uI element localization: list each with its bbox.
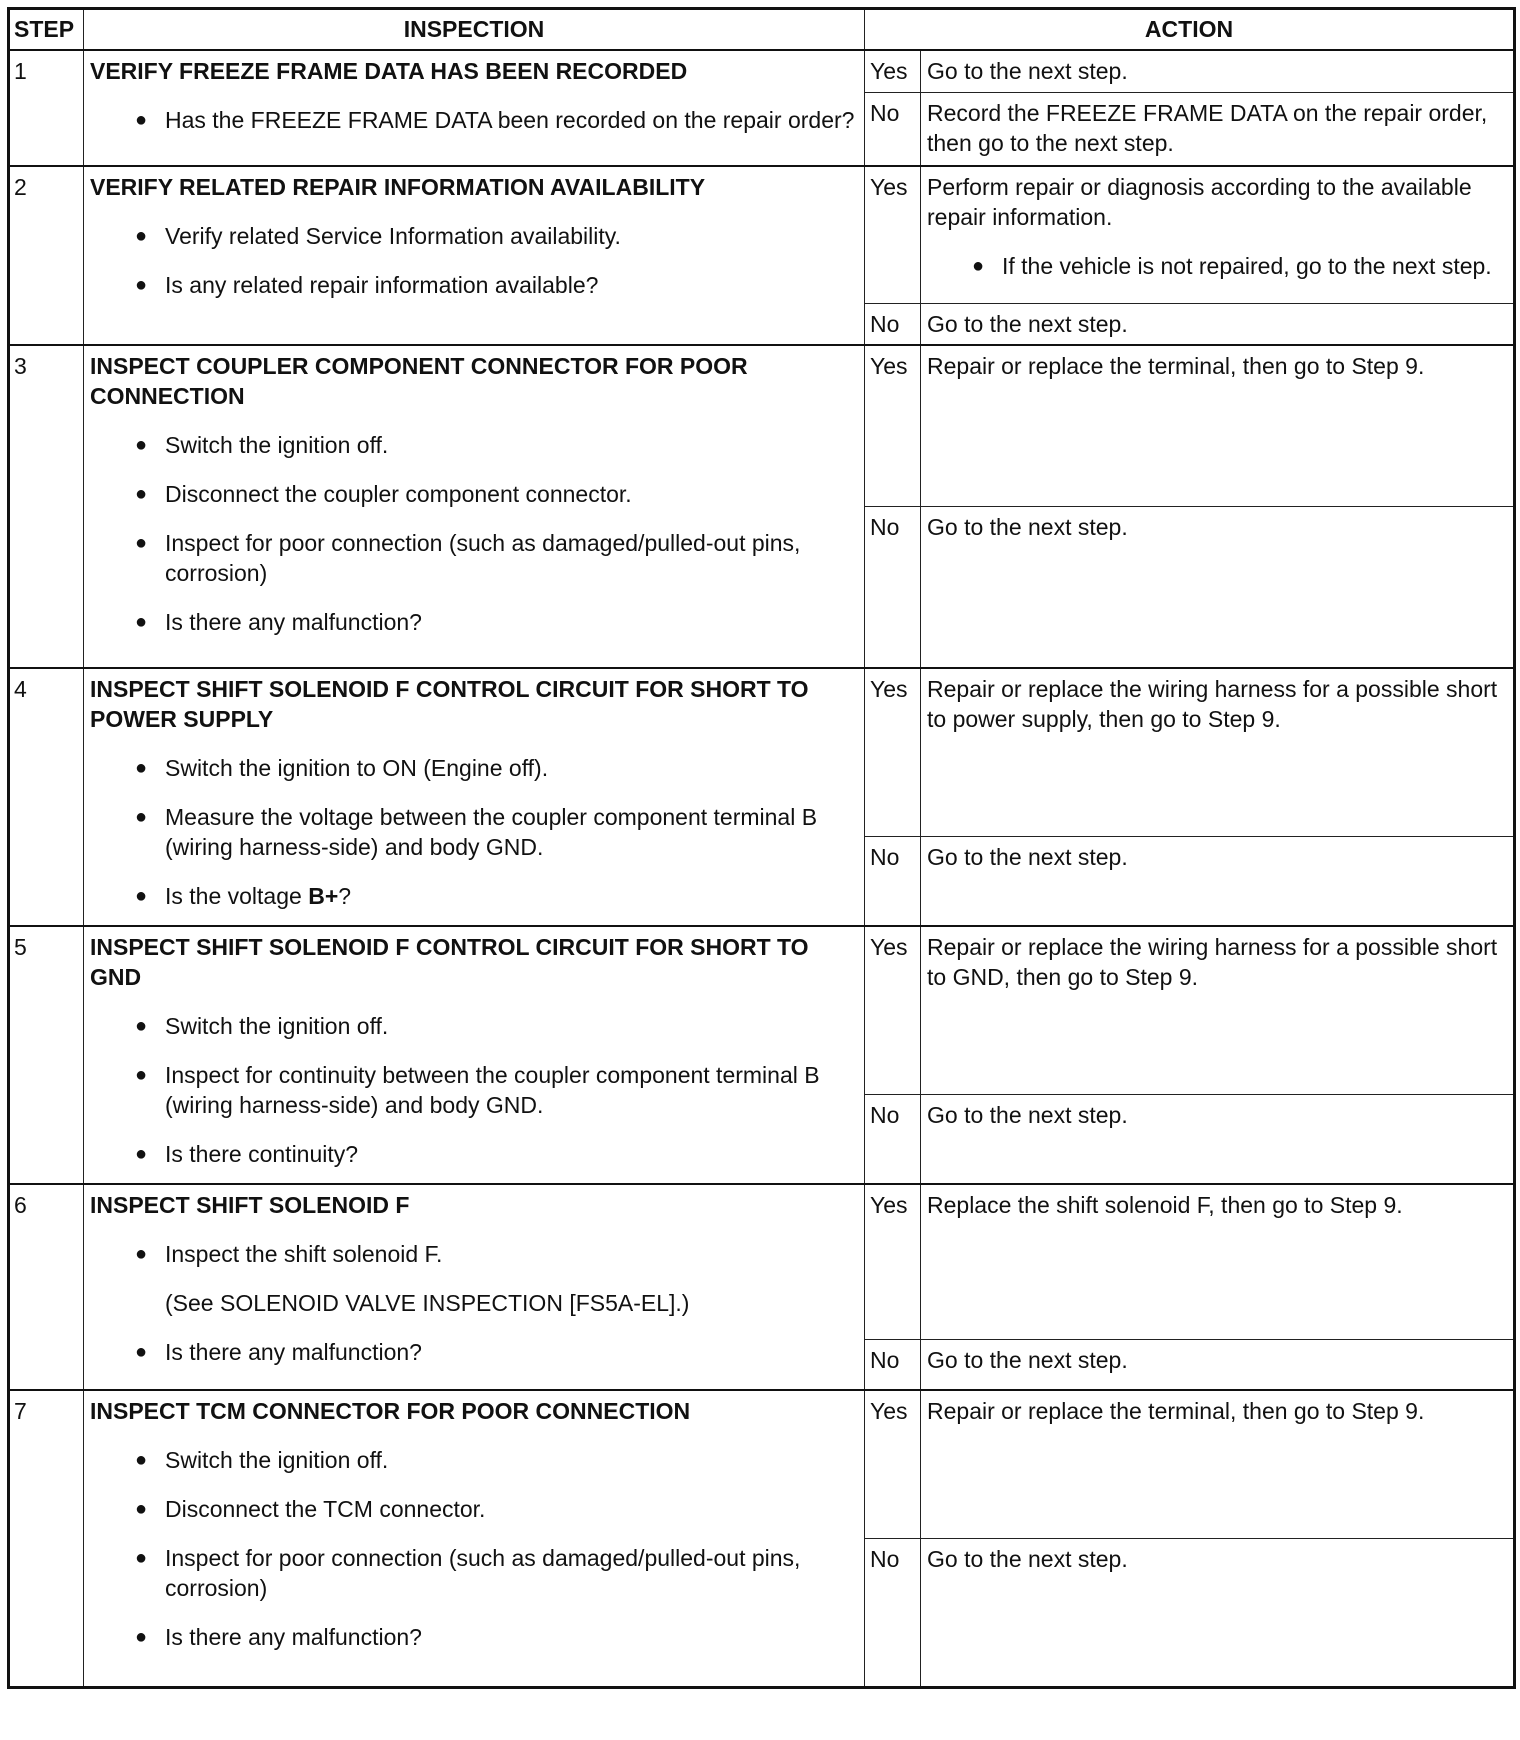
inspection-bullet: ● Is there any malfunction?	[135, 609, 422, 635]
no-label: No	[865, 1340, 921, 1391]
yes-action: Repair or replace the terminal, then go to Step 9.	[921, 345, 1515, 507]
yes-action: Repair or replace the wiring harness for a possible short to power supply, then go to Step 9.	[921, 668, 1515, 837]
bullet-icon: ●	[972, 255, 985, 277]
inspection-cell	[84, 345, 865, 668]
diagnostic-procedure-page	[7, 7, 1516, 1689]
inspection-bullet: ● Switch the ignition to ON (Engine off).	[135, 755, 549, 781]
step-number: 2	[9, 166, 84, 345]
bullet-icon: ●	[135, 1015, 148, 1037]
no-action: Go to the next step.	[921, 1539, 1515, 1688]
inspection-bullet: ● Disconnect the TCM connector.	[135, 1496, 486, 1522]
inspection-bullet: ● Is there any malfunction?	[135, 1624, 422, 1650]
inspection-cell	[84, 166, 865, 345]
table-row	[9, 345, 1515, 507]
no-action: Go to the next step.	[921, 304, 1515, 346]
no-action: Go to the next step.	[921, 837, 1515, 927]
inspection-bullet: ● Has the FREEZE FRAME DATA been recorded on the repair order?	[135, 107, 855, 133]
inspection-title: VERIFY FREEZE FRAME DATA HAS BEEN RECORDED	[90, 58, 688, 84]
step-number: 6	[9, 1184, 84, 1390]
inspection-bullet: ● Inspect the shift solenoid F.	[135, 1241, 443, 1267]
table-row	[9, 1184, 1515, 1340]
yes-label: Yes	[865, 1390, 921, 1539]
inspection-bullet: ● Measure the voltage between the coupler component terminal B (wiring harness-side) and body GND.	[135, 804, 818, 860]
yes-label: Yes	[865, 668, 921, 837]
bullet-icon: ●	[135, 109, 148, 131]
bullet-icon: ●	[135, 532, 148, 554]
bullet-icon: ●	[135, 806, 148, 828]
yes-action: Repair or replace the wiring harness for a possible short to GND, then go to Step 9.	[921, 926, 1515, 1095]
inspection-reference-note: (See SOLENOID VALVE INSPECTION [FS5A-EL].)	[165, 1290, 690, 1316]
inspection-cell	[84, 926, 865, 1184]
yes-label: Yes	[865, 50, 921, 93]
no-label: No	[865, 93, 921, 167]
table-row	[9, 166, 1515, 304]
header-step: STEP	[9, 9, 84, 51]
inspection-bullet: ● Switch the ignition off.	[135, 432, 389, 458]
yes-label: Yes	[865, 166, 921, 304]
no-action: Record the FREEZE FRAME DATA on the repair order, then go to the next step.	[921, 93, 1515, 167]
inspection-bullet: ● Disconnect the coupler component connector.	[135, 481, 632, 507]
bullet-icon: ●	[135, 1626, 148, 1648]
inspection-bullet: ● Is any related repair information available?	[135, 272, 599, 298]
bullet-icon: ●	[135, 1143, 148, 1165]
header-inspection: INSPECTION	[84, 9, 865, 51]
no-label: No	[865, 304, 921, 346]
no-action: Go to the next step.	[921, 1340, 1515, 1391]
inspection-title: INSPECT SHIFT SOLENOID F CONTROL CIRCUIT FOR SHORT TO POWER SUPPLY	[90, 676, 809, 732]
inspection-bullet: ● Inspect for continuity between the coupler component terminal B (wiring harness-side) and body GND.	[135, 1062, 820, 1118]
bullet-icon: ●	[135, 274, 148, 296]
inspection-cell	[84, 1390, 865, 1688]
inspection-bullet: ● Inspect for poor connection (such as damaged/pulled-out pins, corrosion)	[135, 530, 801, 586]
step-number: 4	[9, 668, 84, 926]
inspection-title: INSPECT COUPLER COMPONENT CONNECTOR FOR POOR CONNECTION	[90, 353, 748, 409]
step-number: 1	[9, 50, 84, 166]
yes-label: Yes	[865, 1184, 921, 1340]
inspection-bullet: ● Switch the ignition off.	[135, 1013, 389, 1039]
step-number: 3	[9, 345, 84, 668]
inspection-bullet: ● Is there any malfunction?	[135, 1339, 422, 1365]
yes-action: Perform repair or diagnosis according to the available repair information. ● If the vehicle is not repaired, go to the next step.	[921, 166, 1515, 304]
bullet-icon: ●	[135, 483, 148, 505]
no-action: Go to the next step.	[921, 507, 1515, 669]
inspection-cell	[84, 1184, 865, 1390]
bullet-icon: ●	[135, 1243, 148, 1265]
step-number: 7	[9, 1390, 84, 1688]
bullet-icon: ●	[135, 885, 148, 907]
inspection-title: INSPECT TCM CONNECTOR FOR POOR CONNECTION	[90, 1398, 691, 1424]
step-number: 5	[9, 926, 84, 1184]
diagnostic-table	[7, 7, 1516, 1689]
header-action: ACTION	[865, 9, 1515, 51]
bullet-icon: ●	[135, 1498, 148, 1520]
inspection-bullet: ● Verify related Service Information availability.	[135, 223, 621, 249]
table-header-row	[9, 9, 1515, 51]
yes-action: Replace the shift solenoid F, then go to Step 9.	[921, 1184, 1515, 1340]
bullet-icon: ●	[135, 434, 148, 456]
inspection-title: VERIFY RELATED REPAIR INFORMATION AVAILABILITY	[90, 174, 706, 200]
inspection-bullet: ● Is the voltage B+?	[135, 883, 352, 909]
inspection-cell	[84, 50, 865, 166]
bullet-icon: ●	[135, 611, 148, 633]
inspection-cell	[84, 668, 865, 926]
no-label: No	[865, 507, 921, 669]
table-row	[9, 668, 1515, 837]
no-label: No	[865, 1095, 921, 1185]
table-row	[9, 926, 1515, 1095]
bullet-icon: ●	[135, 1064, 148, 1086]
inspection-title: INSPECT SHIFT SOLENOID F	[90, 1192, 410, 1218]
yes-label: Yes	[865, 926, 921, 1095]
bullet-icon: ●	[135, 757, 148, 779]
yes-label: Yes	[865, 345, 921, 507]
inspection-bullet: ● Inspect for poor connection (such as damaged/pulled-out pins, corrosion)	[135, 1545, 801, 1601]
table-row	[9, 50, 1515, 93]
inspection-title: INSPECT SHIFT SOLENOID F CONTROL CIRCUIT FOR SHORT TO GND	[90, 934, 809, 990]
table-row	[9, 1390, 1515, 1539]
bullet-icon: ●	[135, 1547, 148, 1569]
bullet-icon: ●	[135, 1449, 148, 1471]
inspection-bullet: ● Is there continuity?	[135, 1141, 359, 1167]
no-label: No	[865, 837, 921, 927]
no-action: Go to the next step.	[921, 1095, 1515, 1185]
bullet-icon: ●	[135, 225, 148, 247]
yes-action: Go to the next step.	[921, 50, 1515, 93]
no-label: No	[865, 1539, 921, 1688]
yes-action: Repair or replace the terminal, then go to Step 9.	[921, 1390, 1515, 1539]
action-sub-bullet: ● If the vehicle is not repaired, go to the next step.	[972, 253, 1492, 279]
bullet-icon: ●	[135, 1341, 148, 1363]
inspection-bullet: ● Switch the ignition off.	[135, 1447, 389, 1473]
